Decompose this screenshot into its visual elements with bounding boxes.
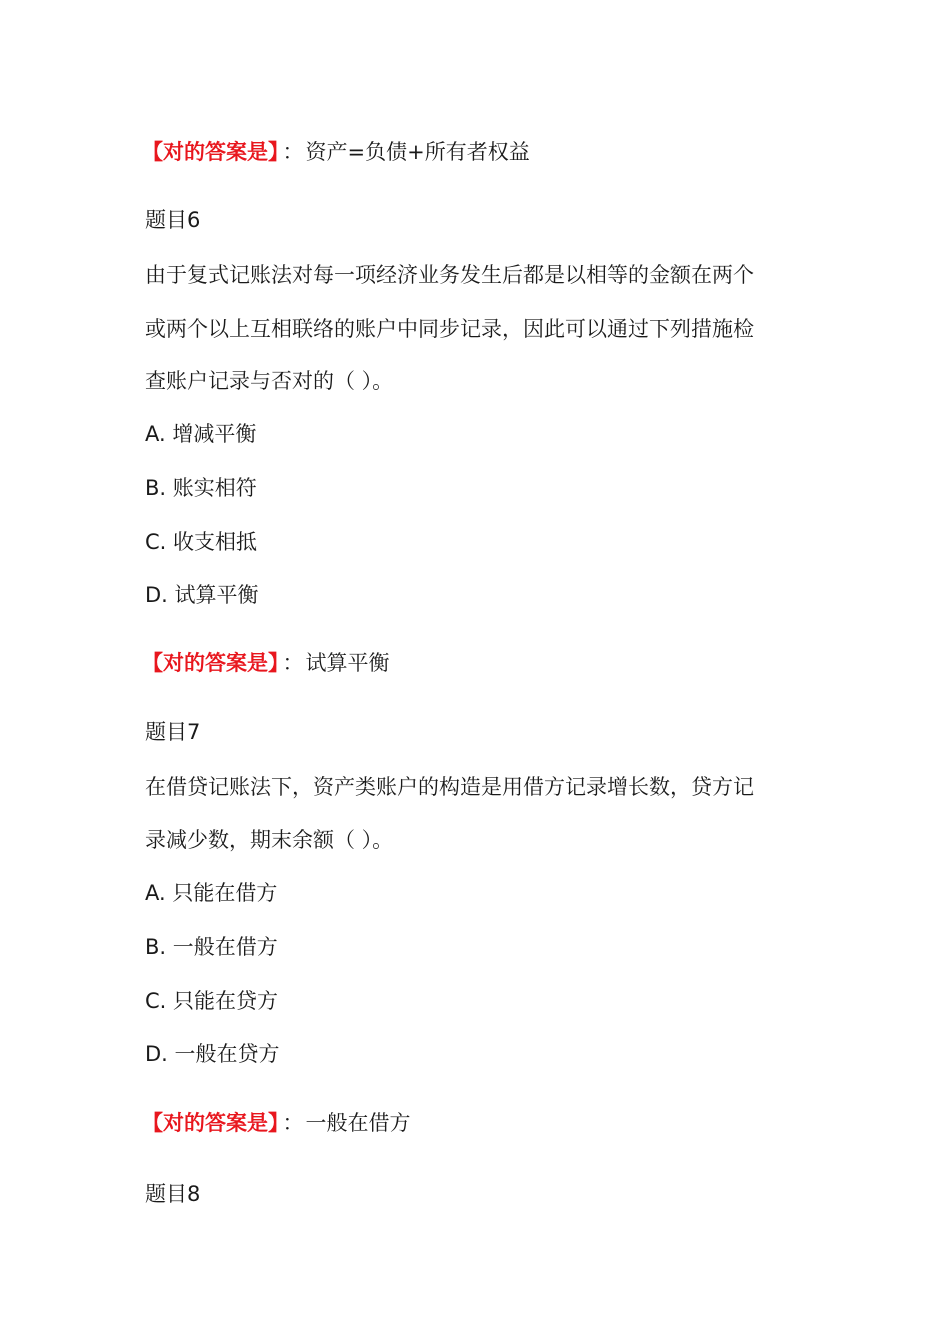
question-title: 题目8 xyxy=(145,1182,201,1206)
answer-label: 【对的答案是】 xyxy=(142,1111,279,1135)
question-title: 题目6 xyxy=(145,208,201,232)
option-b: B. 账实相符 xyxy=(145,476,257,500)
answer-text: 试算平衡 xyxy=(305,651,390,675)
answer-label: 【对的答案是】 xyxy=(142,140,279,164)
answer-text: 一般在借方 xyxy=(305,1111,411,1135)
answer-line xyxy=(142,1109,411,1137)
option-b: B. 一般在借方 xyxy=(145,935,278,959)
answer-line xyxy=(142,138,530,166)
answer-separator: ： xyxy=(282,1111,304,1135)
option-d: D. 一般在贷方 xyxy=(145,1042,280,1066)
answer-separator: ： xyxy=(282,140,304,164)
question-text-line: 查账户记录与否对的（ ）。 xyxy=(145,369,394,393)
question-text-line: 在借贷记账法下，资产类账户的构造是用借方记录增长数，贷方记 xyxy=(145,775,754,799)
option-c: C. 收支相抵 xyxy=(145,530,258,554)
option-d: D. 试算平衡 xyxy=(145,583,259,607)
option-a: A. 增减平衡 xyxy=(145,422,257,446)
option-a: A. 只能在借方 xyxy=(145,881,278,905)
question-title: 题目7 xyxy=(145,720,201,744)
answer-separator: ： xyxy=(282,651,304,675)
question-text-line: 录减少数，期末余额（ ）。 xyxy=(145,828,394,852)
answer-text: 资产=负债+所有者权益 xyxy=(305,140,530,164)
question-text-line: 或两个以上互相联络的账户中同步记录，因此可以通过下列措施检 xyxy=(145,317,754,341)
answer-line xyxy=(142,649,390,677)
option-c: C. 只能在贷方 xyxy=(145,989,279,1013)
question-text-line: 由于复式记账法对每一项经济业务发生后都是以相等的金额在两个 xyxy=(145,263,754,287)
answer-label: 【对的答案是】 xyxy=(142,651,279,675)
